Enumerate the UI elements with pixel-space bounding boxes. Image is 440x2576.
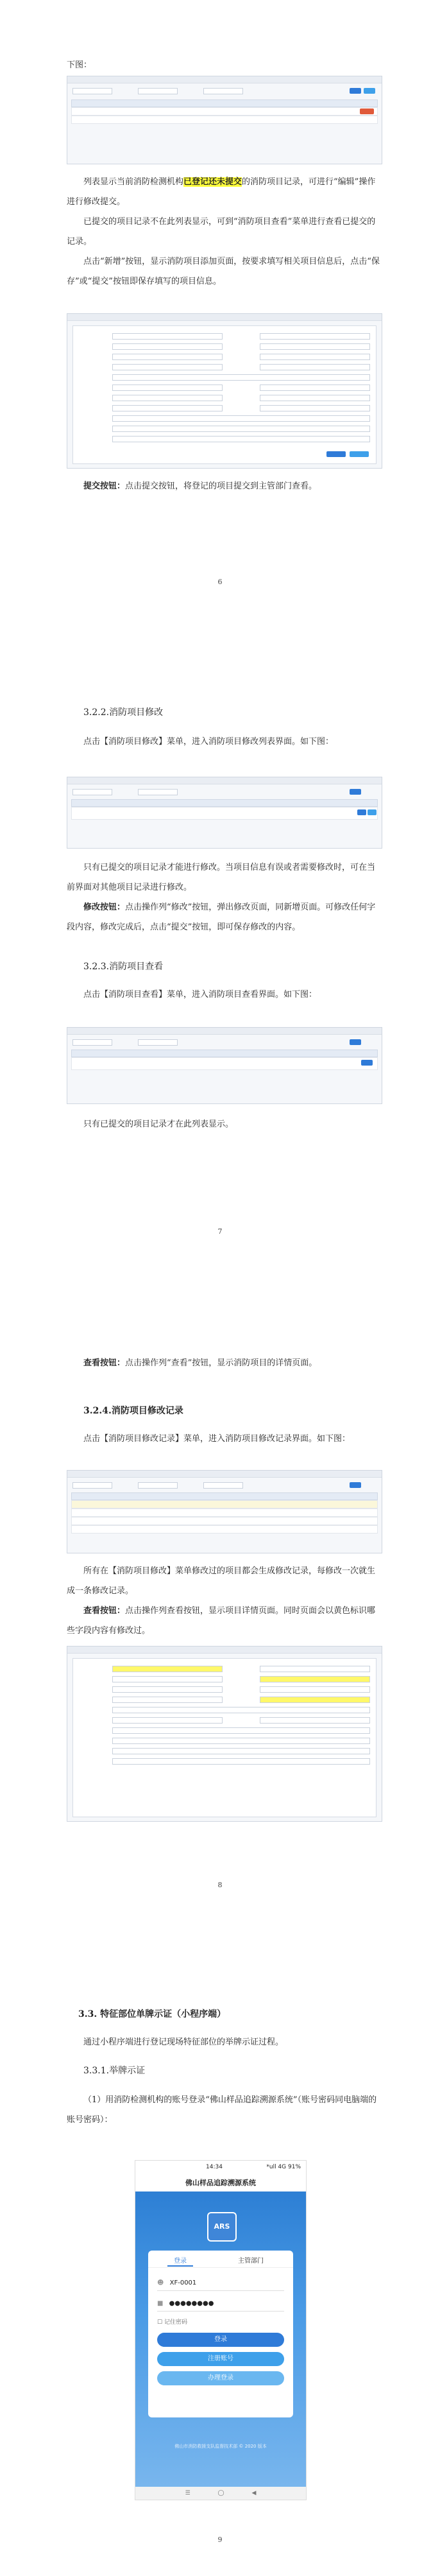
intro-text: 下图： <box>67 60 92 70</box>
log-button-text: 点击操作列查看按钮，显示项目详情页面。同时页面会以黄色标识哪些字段内容有修改过。 <box>67 1606 376 1636</box>
modify-desc: 只有已提交的项目记录才能进行修改。当项目信息有误或者需要修改时，可在当前界面对其他项目记录进行修改。 <box>67 863 376 892</box>
modify-button-text: 点击操作列“修改”按钮，弹出修改页面，同新增页面。可修改任何字段内容，修改完成后，点击“提交”按钮，即可保存修改的内容。 <box>67 903 376 932</box>
lock-icon: ■ <box>157 2300 164 2307</box>
user-icon: ☻ <box>157 2279 164 2286</box>
phone-footer: 佛山市消防救援支队监督技术部 © 2020 版本 <box>174 2444 267 2449</box>
status-indicators: *ull 4G 91% <box>266 2164 301 2170</box>
screenshot-project-add-form <box>67 313 382 469</box>
submit-text: 点击提交按钮，将登记的项目提交到主管部门查看。 <box>125 481 317 491</box>
list-desc-highlight: 已登记还未提交 <box>183 177 242 187</box>
screenshot-miniprogram-login <box>135 2160 307 2500</box>
screenshot-modify-log-list <box>67 1470 382 1553</box>
screenshot-project-register-list <box>67 76 382 164</box>
page-number-7: 7 <box>217 1227 223 1236</box>
heading-3-2-3: 3.2.3.消防项目查看 <box>83 962 164 972</box>
section-3-3-intro: 通过小程序端进行登记现场特征部位的举牌示证过程。 <box>83 2037 284 2047</box>
register-button[interactable]: 注册账号 <box>157 2352 284 2366</box>
log-intro: 点击【消防项目修改记录】菜单，进入消防项目修改记录界面。如下图： <box>83 1434 351 1444</box>
log-button-label: 查看按钮： <box>83 1606 126 1616</box>
view-button-desc <box>67 1353 381 1373</box>
remember-checkbox[interactable]: ☐ <box>157 2319 163 2326</box>
view-desc: 只有已提交的项目记录才在此列表显示。 <box>83 1119 234 1129</box>
nav-menu-icon[interactable]: ☰ <box>185 2490 190 2496</box>
heading-3-3: 3.3. 特征部位单牌示证（小程序端） <box>78 2009 226 2019</box>
app-title: 佛山样品追踪溯源系统 <box>135 2175 306 2192</box>
list-desc-post: 的消防项目记录，可进行“编辑”操作进行修改提交。 <box>67 177 376 207</box>
screenshot-project-modify-list <box>67 777 382 849</box>
heading-3-2-2: 3.2.2.消防项目修改 <box>83 707 164 718</box>
modify-intro: 点击【消防项目修改】菜单，进入消防项目修改列表界面。如下图： <box>83 737 334 747</box>
list-desc-pre: 列表显示当前消防检测机构 <box>83 177 184 187</box>
nav-back-icon[interactable]: ◀ <box>251 2490 257 2496</box>
tab-dept[interactable]: 主管部门 <box>238 2258 264 2265</box>
page-number-9: 9 <box>217 2536 223 2544</box>
modify-button-label: 修改按钮： <box>83 903 126 912</box>
heading-3-2-4: 3.2.4.消防项目修改记录 <box>83 1406 183 1416</box>
password-field[interactable]: ●●●●●●●● <box>169 2300 214 2307</box>
page-number-6: 6 <box>217 578 223 586</box>
login-button[interactable]: 登录 <box>157 2333 284 2347</box>
new-item-desc: 点击“新增”按钮，显示消防项目添加页面，按要求填写相关项目信息后，点击“保存”或“提交”按钮即保存填写的项目信息。 <box>67 257 380 286</box>
submit-label: 提交按钮： <box>83 481 126 491</box>
page-number-8: 8 <box>217 1881 223 1889</box>
app-logo: ARS <box>207 2212 237 2242</box>
login-desc: （1）用消防检测机构的账号登录“佛山样品追踪溯源系统”（账号密码同电脑端的账号密码）： <box>67 2095 377 2125</box>
username-field[interactable]: XF-0001 <box>169 2279 197 2286</box>
submitted-desc: 已提交的项目记录不在此列表显示，可到“消防项目查看”菜单进行查看已提交的记录。 <box>67 217 376 246</box>
view-intro: 点击【消防项目查看】菜单，进入消防项目查看界面。如下图： <box>83 990 317 999</box>
tab-login[interactable]: 登录 <box>174 2258 187 2265</box>
reset-button[interactable]: 办理登录 <box>157 2371 284 2385</box>
modify-button-desc <box>67 897 381 937</box>
submit-desc <box>67 476 381 496</box>
status-time: 14:34 <box>206 2164 223 2170</box>
screenshot-project-view-list <box>67 1027 382 1104</box>
log-desc: 所有在【消防项目修改】菜单修改过的项目都会生成修改记录，每修改一次就生成一条修改记录。 <box>67 1566 376 1596</box>
view-button-text: 点击操作列“查看”按钮，显示消防项目的详情页面。 <box>125 1358 317 1368</box>
view-button-label: 查看按钮： <box>83 1358 126 1368</box>
list-desc <box>67 172 381 212</box>
heading-3-3-1: 3.3.1.举牌示证 <box>83 2066 146 2076</box>
log-button-desc <box>67 1601 381 1641</box>
screenshot-project-detail-highlight <box>67 1646 382 1822</box>
remember-label: 记住密码 <box>164 2319 187 2326</box>
login-card <box>148 2251 293 2417</box>
nav-home-icon[interactable]: ◯ <box>217 2490 224 2496</box>
